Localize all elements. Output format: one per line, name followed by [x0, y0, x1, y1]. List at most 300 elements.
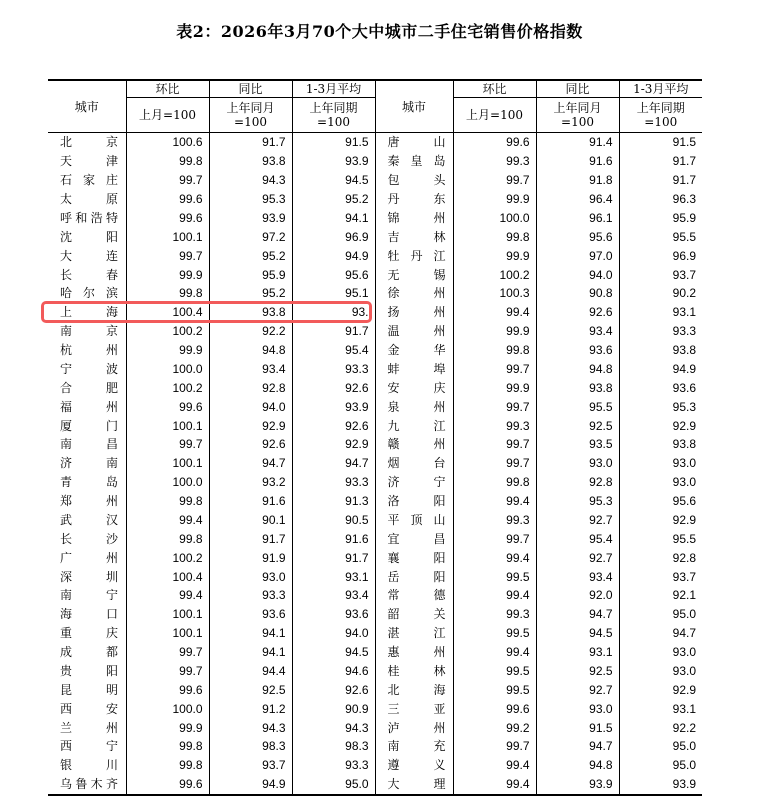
avg-value-left: 95.1 — [292, 284, 375, 303]
avg-value-right: 90.2 — [619, 284, 702, 303]
city-name-right: 北海 — [375, 680, 453, 699]
yoy-value-right: 92.8 — [536, 473, 619, 492]
table-row — [48, 227, 702, 246]
avg-value-left: 91.7 — [292, 548, 375, 567]
header-yoy-base-left: 上年同月 =100 — [209, 98, 292, 133]
yoy-value-right: 93.6 — [536, 341, 619, 360]
mom-value-left: 99.8 — [126, 756, 209, 775]
yoy-value-left: 95.3 — [209, 190, 292, 209]
mom-value-right: 99.7 — [453, 360, 536, 379]
mom-value-left: 99.9 — [126, 718, 209, 737]
mom-value-left: 99.6 — [126, 397, 209, 416]
avg-value-right: 94.9 — [619, 360, 702, 379]
avg-value-right: 93.0 — [619, 643, 702, 662]
city-name-right: 大理 — [375, 775, 453, 795]
yoy-value-right: 91.8 — [536, 171, 619, 190]
avg-value-left: 93.3 — [292, 473, 375, 492]
yoy-value-right: 93.1 — [536, 643, 619, 662]
city-name-left: 深圳 — [60, 569, 118, 584]
avg-value-right: 92.9 — [619, 680, 702, 699]
avg-value-right: 92.9 — [619, 416, 702, 435]
yoy-value-right: 93.4 — [536, 322, 619, 341]
avg-value-right: 93.0 — [619, 473, 702, 492]
avg-value-right: 93.9 — [619, 775, 702, 795]
yoy-value-right: 90.8 — [536, 284, 619, 303]
city-name-left: 南昌 — [60, 437, 118, 452]
table-row — [48, 605, 702, 624]
avg-value-right: 95.5 — [619, 227, 702, 246]
mom-value-left: 99.8 — [126, 492, 209, 511]
table-row — [48, 473, 702, 492]
mom-value-left: 100.4 — [126, 567, 209, 586]
mom-value-left: 100.1 — [126, 624, 209, 643]
mom-value-right: 99.7 — [453, 529, 536, 548]
city-name-left: 郑州 — [60, 494, 118, 509]
avg-value-left: 94.1 — [292, 209, 375, 228]
table-row — [48, 624, 702, 643]
city-name-left: 太原 — [60, 192, 118, 207]
yoy-value-left: 91.7 — [209, 133, 292, 152]
city-name-left: 石家庄 — [60, 173, 118, 188]
mom-value-left: 99.6 — [126, 775, 209, 795]
city-name-right: 蚌埠 — [375, 360, 453, 379]
avg-value-left: 94.0 — [292, 624, 375, 643]
yoy-value-left: 92.6 — [209, 435, 292, 454]
city-name-right: 桂林 — [375, 662, 453, 681]
avg-value-right: 95.0 — [619, 756, 702, 775]
mom-value-left: 100.1 — [126, 454, 209, 473]
mom-value-right: 99.3 — [453, 511, 536, 530]
yoy-value-left: 93.8 — [209, 152, 292, 171]
avg-value-right: 96.3 — [619, 190, 702, 209]
city-name-right: 锦州 — [375, 209, 453, 228]
yoy-value-right: 92.7 — [536, 548, 619, 567]
mom-value-right: 99.7 — [453, 435, 536, 454]
table-row — [48, 454, 702, 473]
mom-value-left: 100.2 — [126, 548, 209, 567]
yoy-value-right: 95.5 — [536, 397, 619, 416]
avg-value-left: 91.3 — [292, 492, 375, 511]
table-row — [48, 341, 702, 360]
avg-value-left: 94.5 — [292, 171, 375, 190]
city-name-left: 呼和浩特 — [60, 210, 118, 225]
avg-value-left: 93.3 — [292, 756, 375, 775]
avg-value-left: 95.4 — [292, 341, 375, 360]
city-name-left: 厦门 — [60, 418, 118, 433]
city-name-right: 包头 — [375, 171, 453, 190]
table-row — [48, 152, 702, 171]
table-row — [48, 133, 702, 152]
table-row — [48, 209, 702, 228]
mom-value-left: 99.7 — [126, 246, 209, 265]
price-index-table — [48, 79, 702, 796]
avg-value-left: 94.5 — [292, 643, 375, 662]
city-name-right: 扬州 — [375, 303, 453, 322]
mom-value-right: 99.8 — [453, 227, 536, 246]
avg-value-right: 92.8 — [619, 548, 702, 567]
header-avg-right: 1-3月平均 — [619, 80, 702, 98]
avg-value-left: 96.9 — [292, 227, 375, 246]
avg-value-right: 93.6 — [619, 378, 702, 397]
yoy-value-left: 93.3 — [209, 586, 292, 605]
avg-value-right: 93.1 — [619, 699, 702, 718]
header-yoy-right: 同比 — [536, 80, 619, 98]
table-row — [48, 322, 702, 341]
yoy-value-left: 95.2 — [209, 284, 292, 303]
mom-value-left: 99.8 — [126, 737, 209, 756]
city-name-left: 广州 — [60, 550, 118, 565]
yoy-value-right: 91.6 — [536, 152, 619, 171]
avg-value-right: 95.9 — [619, 209, 702, 228]
yoy-value-left: 92.8 — [209, 378, 292, 397]
city-name-right: 吉林 — [375, 227, 453, 246]
mom-value-left: 100.6 — [126, 133, 209, 152]
mom-value-right: 99.4 — [453, 303, 536, 322]
avg-value-left: 93.6 — [292, 605, 375, 624]
table-row — [48, 435, 702, 454]
header-mom-base-left: 上月=100 — [126, 98, 209, 133]
mom-value-left: 99.7 — [126, 662, 209, 681]
city-name-left: 哈尔滨 — [60, 286, 118, 301]
city-name-right: 韶关 — [375, 605, 453, 624]
avg-value-left: 93.3 — [292, 360, 375, 379]
city-name-left: 南京 — [60, 324, 118, 339]
city-name-right: 无锡 — [375, 265, 453, 284]
avg-value-left: 91.5 — [292, 133, 375, 152]
mom-value-right: 99.3 — [453, 152, 536, 171]
mom-value-left: 100.0 — [126, 360, 209, 379]
avg-value-right: 93.7 — [619, 567, 702, 586]
yoy-value-left: 94.3 — [209, 718, 292, 737]
avg-value-right: 93.7 — [619, 265, 702, 284]
avg-value-left: 94.6 — [292, 662, 375, 681]
avg-value-right: 95.5 — [619, 529, 702, 548]
yoy-value-right: 92.7 — [536, 511, 619, 530]
yoy-value-left: 94.9 — [209, 775, 292, 795]
avg-value-left: 94.3 — [292, 718, 375, 737]
mom-value-right: 99.4 — [453, 756, 536, 775]
mom-value-right: 99.7 — [453, 454, 536, 473]
mom-value-left: 99.9 — [126, 341, 209, 360]
city-name-right: 徐州 — [375, 284, 453, 303]
yoy-value-left: 94.4 — [209, 662, 292, 681]
table-row — [48, 397, 702, 416]
city-name-left: 武汉 — [60, 512, 118, 527]
city-name-right: 金华 — [375, 341, 453, 360]
yoy-value-left: 94.8 — [209, 341, 292, 360]
mom-value-right: 99.8 — [453, 341, 536, 360]
yoy-value-left: 93.0 — [209, 567, 292, 586]
mom-value-right: 99.8 — [453, 473, 536, 492]
mom-value-right: 99.4 — [453, 643, 536, 662]
city-name-right: 泸州 — [375, 718, 453, 737]
city-name-left: 沈阳 — [60, 229, 118, 244]
avg-value-right: 91.5 — [619, 133, 702, 152]
mom-value-left: 100.0 — [126, 699, 209, 718]
avg-value-left: 94.9 — [292, 246, 375, 265]
city-name-left: 兰州 — [60, 720, 118, 735]
city-name-right: 九江 — [375, 416, 453, 435]
table-row — [48, 529, 702, 548]
mom-value-right: 99.6 — [453, 133, 536, 152]
city-name-left: 重庆 — [60, 626, 118, 641]
header-avg-left: 1-3月平均 — [292, 80, 375, 98]
city-name-left: 成都 — [60, 645, 118, 660]
mom-value-right: 99.7 — [453, 397, 536, 416]
yoy-value-left: 91.2 — [209, 699, 292, 718]
table-row — [48, 265, 702, 284]
mom-value-left: 99.4 — [126, 586, 209, 605]
yoy-value-left: 93.2 — [209, 473, 292, 492]
mom-value-right: 99.3 — [453, 605, 536, 624]
table-row — [48, 643, 702, 662]
yoy-value-right: 94.7 — [536, 737, 619, 756]
mom-value-right: 99.4 — [453, 492, 536, 511]
mom-value-left: 99.6 — [126, 680, 209, 699]
table-title: 表2：2026年3月70个大中城市二手住宅销售价格指数 — [176, 22, 583, 41]
avg-value-left: 91.7 — [292, 322, 375, 341]
avg-value-right: 93.0 — [619, 454, 702, 473]
header-avg-base-right: 上年同期 =100 — [619, 98, 702, 133]
mom-value-right: 99.5 — [453, 662, 536, 681]
city-name-right: 湛江 — [375, 624, 453, 643]
yoy-value-left: 91.7 — [209, 529, 292, 548]
mom-value-left: 100.2 — [126, 322, 209, 341]
yoy-value-right: 95.6 — [536, 227, 619, 246]
avg-value-left: 92.6 — [292, 378, 375, 397]
city-name-right: 温州 — [375, 322, 453, 341]
avg-value-left: 98.3 — [292, 737, 375, 756]
yoy-value-left: 91.6 — [209, 492, 292, 511]
mom-value-left: 100.2 — [126, 378, 209, 397]
table-row — [48, 492, 702, 511]
table-row — [48, 775, 702, 795]
mom-value-left: 100.1 — [126, 227, 209, 246]
city-name-left: 杭州 — [60, 343, 118, 358]
city-name-left: 西宁 — [60, 739, 118, 754]
header-mom-base-right: 上月=100 — [453, 98, 536, 133]
mom-value-right: 100.2 — [453, 265, 536, 284]
header-city-right: 城市 — [375, 80, 453, 133]
yoy-value-right: 94.8 — [536, 360, 619, 379]
yoy-value-left: 93.4 — [209, 360, 292, 379]
city-name-left: 北京 — [60, 135, 118, 150]
avg-value-right: 95.0 — [619, 737, 702, 756]
yoy-value-right: 94.8 — [536, 756, 619, 775]
avg-value-left: 92.9 — [292, 435, 375, 454]
yoy-value-right: 96.1 — [536, 209, 619, 228]
avg-value-right: 93.3 — [619, 322, 702, 341]
mom-value-right: 99.9 — [453, 246, 536, 265]
yoy-value-right: 93.4 — [536, 567, 619, 586]
city-name-left: 天津 — [60, 154, 118, 169]
city-name-left: 合肥 — [60, 380, 118, 395]
mom-value-left: 99.9 — [126, 265, 209, 284]
city-name-left: 宁波 — [60, 361, 118, 376]
city-name-left: 上海 — [60, 305, 118, 320]
city-name-right: 三亚 — [375, 699, 453, 718]
city-name-left: 长沙 — [60, 531, 118, 546]
mom-value-left: 99.6 — [126, 190, 209, 209]
city-name-left: 海口 — [60, 607, 118, 622]
yoy-value-right: 94.5 — [536, 624, 619, 643]
city-name-left: 乌鲁木齐 — [48, 775, 126, 795]
city-name-left: 昆明 — [60, 682, 118, 697]
mom-value-right: 99.7 — [453, 737, 536, 756]
city-name-left: 贵阳 — [60, 663, 118, 678]
yoy-value-left: 95.9 — [209, 265, 292, 284]
avg-value-left: 93.4 — [292, 586, 375, 605]
header-mom-right: 环比 — [453, 80, 536, 98]
mom-value-right: 99.5 — [453, 680, 536, 699]
yoy-value-left: 95.2 — [209, 246, 292, 265]
yoy-value-left: 90.1 — [209, 511, 292, 530]
mom-value-left: 99.4 — [126, 511, 209, 530]
city-name-right: 襄阳 — [375, 548, 453, 567]
yoy-value-right: 96.4 — [536, 190, 619, 209]
mom-value-left: 99.7 — [126, 643, 209, 662]
yoy-value-left: 94.3 — [209, 171, 292, 190]
avg-value-right: 92.1 — [619, 586, 702, 605]
mom-value-right: 99.5 — [453, 567, 536, 586]
mom-value-right: 99.5 — [453, 624, 536, 643]
yoy-value-left: 92.5 — [209, 680, 292, 699]
shanghai-row-highlight — [41, 301, 372, 323]
table-row — [48, 246, 702, 265]
yoy-value-left: 93.6 — [209, 605, 292, 624]
mom-value-left: 100.0 — [126, 473, 209, 492]
yoy-value-left: 94.7 — [209, 454, 292, 473]
yoy-value-right: 95.3 — [536, 492, 619, 511]
avg-value-right: 95.3 — [619, 397, 702, 416]
city-name-right: 济宁 — [375, 473, 453, 492]
header-yoy-left: 同比 — [209, 80, 292, 98]
city-name-right: 宜昌 — [375, 529, 453, 548]
city-name-left: 青岛 — [60, 475, 118, 490]
yoy-value-right: 95.4 — [536, 529, 619, 548]
avg-value-right: 91.7 — [619, 171, 702, 190]
avg-value-left: 93.9 — [292, 397, 375, 416]
avg-value-right: 93.1 — [619, 303, 702, 322]
yoy-value-left: 91.9 — [209, 548, 292, 567]
avg-value-right: 95.6 — [619, 492, 702, 511]
city-name-left: 西安 — [60, 701, 118, 716]
yoy-value-left: 94.0 — [209, 397, 292, 416]
city-name-right: 牡丹江 — [375, 246, 453, 265]
city-name-right: 赣州 — [375, 435, 453, 454]
avg-value-left: 95.2 — [292, 190, 375, 209]
city-name-left: 济南 — [60, 456, 118, 471]
city-name-right: 丹东 — [375, 190, 453, 209]
table-row — [48, 699, 702, 718]
yoy-value-left: 92.9 — [209, 416, 292, 435]
city-name-right: 遵义 — [375, 756, 453, 775]
table-row — [48, 171, 702, 190]
mom-value-left: 100.1 — [126, 605, 209, 624]
table-row — [48, 511, 702, 530]
avg-value-left: 95.6 — [292, 265, 375, 284]
yoy-value-left: 98.3 — [209, 737, 292, 756]
mom-value-left: 99.7 — [126, 435, 209, 454]
table-row — [48, 416, 702, 435]
yoy-value-right: 93.8 — [536, 378, 619, 397]
table-row — [48, 718, 702, 737]
yoy-value-right: 92.6 — [536, 303, 619, 322]
avg-value-left: 93.9 — [292, 152, 375, 171]
mom-value-right: 99.2 — [453, 718, 536, 737]
avg-value-right: 93.0 — [619, 662, 702, 681]
header-city-left: 城市 — [48, 80, 126, 133]
table-row — [48, 190, 702, 209]
mom-value-right: 99.4 — [453, 775, 536, 795]
yoy-value-left: 94.1 — [209, 643, 292, 662]
city-name-right: 安庆 — [375, 378, 453, 397]
avg-value-left: 94.7 — [292, 454, 375, 473]
mom-value-right: 100.0 — [453, 209, 536, 228]
header-yoy-base-right: 上年同月 =100 — [536, 98, 619, 133]
header-avg-base-left: 上年同期 =100 — [292, 98, 375, 133]
yoy-value-right: 92.5 — [536, 662, 619, 681]
city-name-right: 秦皇岛 — [375, 152, 453, 171]
table-row — [48, 586, 702, 605]
avg-value-right: 92.9 — [619, 511, 702, 530]
avg-value-left: 90.5 — [292, 511, 375, 530]
city-name-right: 烟台 — [375, 454, 453, 473]
table-row — [48, 737, 702, 756]
mom-value-right: 99.6 — [453, 699, 536, 718]
avg-value-left: 93. — [292, 303, 375, 322]
table-row — [48, 567, 702, 586]
city-name-right: 唐山 — [375, 133, 453, 152]
mom-value-left: 99.8 — [126, 284, 209, 303]
city-name-right: 南充 — [375, 737, 453, 756]
yoy-value-left: 93.9 — [209, 209, 292, 228]
city-name-right: 岳阳 — [375, 567, 453, 586]
city-name-right: 常德 — [375, 586, 453, 605]
yoy-value-right: 93.0 — [536, 454, 619, 473]
mom-value-left: 99.8 — [126, 529, 209, 548]
table-row — [48, 360, 702, 379]
mom-value-right: 99.9 — [453, 322, 536, 341]
yoy-value-left: 92.2 — [209, 322, 292, 341]
yoy-value-right: 93.9 — [536, 775, 619, 795]
yoy-value-right: 92.5 — [536, 416, 619, 435]
mom-value-left: 100.4 — [126, 303, 209, 322]
avg-value-right: 93.8 — [619, 341, 702, 360]
mom-value-left: 99.8 — [126, 152, 209, 171]
table-row — [48, 756, 702, 775]
table-body — [48, 133, 702, 795]
avg-value-left: 93.1 — [292, 567, 375, 586]
city-name-right: 泉州 — [375, 397, 453, 416]
mom-value-right: 99.9 — [453, 378, 536, 397]
mom-value-right: 99.7 — [453, 171, 536, 190]
mom-value-left: 99.6 — [126, 209, 209, 228]
yoy-value-left: 97.2 — [209, 227, 292, 246]
yoy-value-right: 94.7 — [536, 605, 619, 624]
yoy-value-right: 97.0 — [536, 246, 619, 265]
yoy-value-right: 92.7 — [536, 680, 619, 699]
avg-value-right: 92.2 — [619, 718, 702, 737]
yoy-value-left: 93.8 — [209, 303, 292, 322]
city-name-left: 银川 — [60, 758, 118, 773]
avg-value-left: 95.0 — [292, 775, 375, 795]
table-row — [48, 662, 702, 681]
mom-value-right: 99.3 — [453, 416, 536, 435]
city-name-left: 大连 — [60, 248, 118, 263]
city-name-right: 平顶山 — [375, 511, 453, 530]
city-name-right: 惠州 — [375, 643, 453, 662]
